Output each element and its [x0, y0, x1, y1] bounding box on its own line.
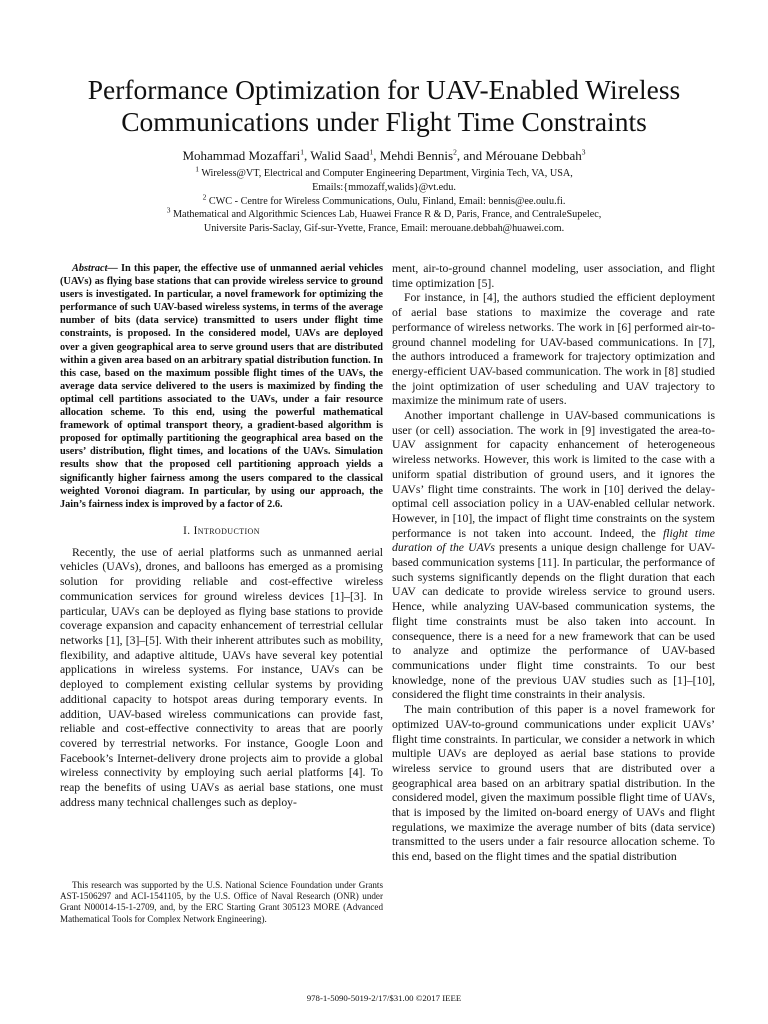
affiliation-mark: 3 [166, 206, 171, 215]
paper-title [60, 74, 708, 138]
copyright-footer: 978-1-5090-5019-2/17/$31.00 ©2017 IEEE [306, 993, 462, 1003]
author-affil-mark: 1 [369, 147, 374, 157]
section-name: Introduction [193, 524, 260, 537]
affiliation-3 [90, 208, 678, 222]
affiliation-mark: 2 [202, 192, 207, 202]
paragraph-contribution: The main contribution of this paper is a novel framework for optimized UAV-to-ground communications under explicit UAVs’ flight time constraints. In particular, we consider a network in which multiple UAVs are deployed as aerial base stations to provide wireless service to ground users that are distributed over a geographical area based on an arbitrary spatial distribution. In the considered model, given the maximum possible flight time of UAVs, that is imposed by the limited on-board energy of UAVs and flight regulations, we maximize the average number of bits (data service) transmitted to the users under a fair resource allocation scheme. To this end, based on the flight times and the spatial distribution [392, 703, 715, 864]
paragraph-user-association [392, 409, 715, 703]
text-run: Another important challenge in UAV-based communications is user (or cell) association. The work in [9] investigated the area-to-UAV assignment for capacity enhancement of heterogeneous wireless networks. However, this work is limited to the case with a uniform spatial distribution of ground users, and it ignores the UAVs’ flight time constraints. The work in [10] derived the delay-optimal cell association policy in a UAV-enabled cellular network. However, in [10], the impact of flight time constraints on the system performance is not taken into account. Indeed, the [392, 409, 715, 540]
funding-footnote: This research was supported by the U.S. National Science Foundation under Grants AST-1506297 and ACI-1541105, by the U.S. Office of Naval Research (ONR) under Grant N00014-15-1-2709, and, by the ERC Starting Grant 305123 MORE (Advanced Mathematical Tools for Complex Network Engineering). [60, 880, 383, 924]
author-name: Mérouane Debbah [485, 148, 582, 163]
affiliation-1 [90, 164, 678, 181]
author-name: Walid Saad [310, 148, 370, 163]
abstract-text: In this paper, the effective use of unmanned aerial vehicles (UAVs) as flying base stations that can provide wireless service to ground users is investigated. In particular, a novel framework for optimizing the performance of such UAV-based wireless systems, in terms of the average number of bits (data service) transmitted to users under flight time constraints, is proposed. In the considered model, UAVs are deployed over a given geographical area to serve ground users that are distributed within a given area based on an arbitrary spatial distribution function. In this case, based on the maximum possible flight times of the UAVs, the average data service delivered to the users is maximized by finding the optimal cell partitions associated to the UAVs, under a fair resource allocation scheme. To this end, using the powerful mathematical framework of optimal transport theory, a gradient-based algorithm is proposed for optimally partitioning the geographical area based on the users’ distribution, flight times, and locations of the UAVs. Simulation results show that the proposed cell partitioning approach yields a significantly higher fairness among the users compared to the classical weighted Voronoi diagram. In particular, by using our approach, the Jain’s fairness index is improved by a factor of 2.6. [60, 263, 383, 510]
author-list [60, 148, 708, 164]
section-numeral: I. [183, 524, 194, 537]
author-name: Mehdi Bennis [379, 148, 454, 163]
text-run: presents a unique design challenge for UAV-based communication systems [11]. In particular, the performance of such systems significantly depends on the flight duration that each UAV can dedicate to provide wireless service to ground users. Hence, while analyzing UAV-based communication systems, the flight time constraints must be also taken into account. In consequence, there is a need for a new framework that can be used to analyze and optimize the performance of UAV-based communications under flight time constraints. To our best knowledge, none of the previous UAV studies such as [1]–[10], considered the flight time constraints in their analysis. [392, 541, 715, 702]
author-name: Mohammad Mozaffari [182, 148, 301, 163]
affiliation-2 [90, 192, 678, 209]
affiliation-mark: 1 [195, 164, 199, 174]
affiliation-3-continued: Universite Paris-Saclay, Gif-sur-Yvette, France, Email: merouane.debbah@huawei.com. [203, 223, 565, 235]
title-line-2: Communications under Flight Time Constraints [121, 106, 647, 137]
intro-paragraph: Recently, the use of aerial platforms such as unmanned aerial vehicles (UAVs), drones, and balloons has emerged as a promising solution for providing reliable and cost-effective wireless communication services for ground wireless devices [1]–[3]. In particular, UAVs can be deployed as flying base stations to provide coverage expansion and capacity enhancement of terrestrial cellular networks [1], [3]–[5]. With their inherent attributes such as mobility, flexibility, and adaptive altitude, UAVs have several key potential applications in wireless systems. For instance, UAVs can be deployed to complement existing cellular systems by providing additional capacity to hotspot areas during temporary events. In addition, UAV-based wireless communications can provide fast, reliable and cost-effective connectivity to areas that are poorly covered by terrestrial networks. For instance, Google Loon and Facebook’s Internet-delivery drone projects aim to provide a global wireless connectivity by employing such aerial platforms [4]. To reap the benefits of using UAVs as aerial base stations, one must address many technical challenges such as deploy- [60, 545, 383, 809]
author-separator: , [304, 148, 311, 163]
abstract-label: Abstract— [72, 263, 118, 274]
author-affil-mark: 1 [300, 147, 305, 157]
title-line-1: Performance Optimization for UAV-Enabled Wireless [87, 74, 681, 105]
abstract [60, 262, 383, 511]
affiliation-text: Mathematical and Algorithmic Sciences Lab, Huawei France R & D, Paris, France, and CentraleSupelec, [172, 209, 602, 221]
affiliation-1-emails: Emails:{mmozaff,walids}@vt.edu. [312, 181, 456, 193]
author-separator: , [373, 148, 380, 163]
affiliation-text: Wireless@VT, Electrical and Computer Engineering Department, Virginia Tech, VA, USA, [201, 168, 573, 179]
right-column [392, 262, 715, 865]
emphasized-text: flight time duration of the UAVs [392, 526, 715, 555]
section-heading-introduction [60, 525, 383, 537]
left-column [60, 262, 383, 810]
author-separator: , and [456, 148, 486, 163]
affiliation-text: CWC - Centre for Wireless Communications, Oulu, Finland, Email: bennis@ee.oulu.fi. [208, 195, 566, 207]
paragraph-related-work: For instance, in [4], the authors studied the efficient deployment of aerial base stations to maximize the coverage and rate performance of wireless networks. The work in [6] performed air-to-ground channel modeling for UAV-based communications. In [7], the authors introduced a framework for trajectory optimization and energy-efficient UAV-based communication. The work in [8] studied the joint optimization of user scheduling and UAV trajectory to maximize the minimum rate of users. [392, 291, 715, 408]
affiliations [90, 164, 678, 236]
author-affil-mark: 2 [453, 147, 457, 157]
paragraph-continued: ment, air-to-ground channel modeling, user association, and flight time optimization [5]. [392, 262, 715, 290]
author-affil-mark: 3 [581, 147, 586, 157]
